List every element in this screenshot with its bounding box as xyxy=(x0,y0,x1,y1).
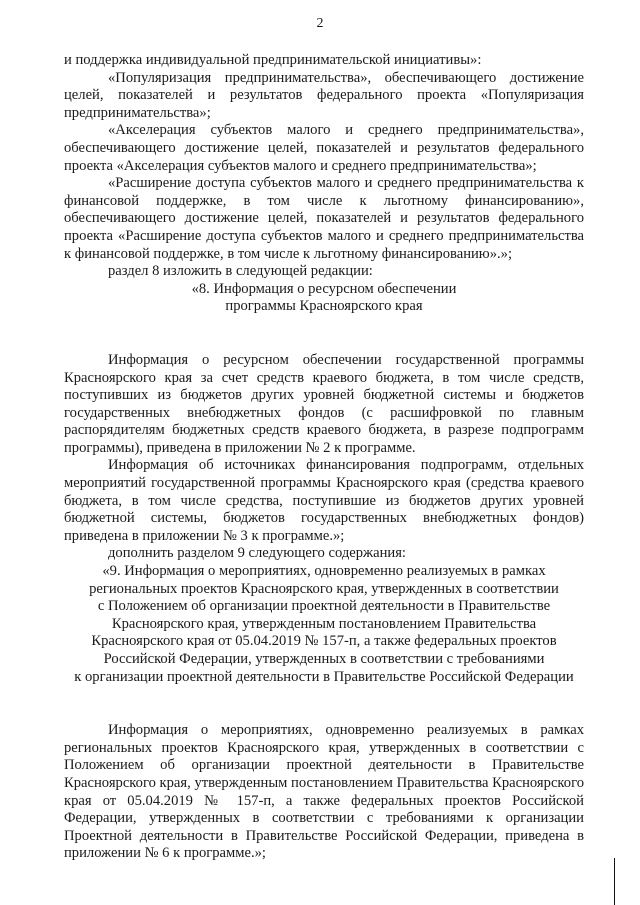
section8-heading xyxy=(64,281,584,316)
paragraph-access-finance: «Расширение доступа субъектов малого и среднего предпринимательства к финансовой поддержке, в том числе к льготному финансированию», обеспечивающего достижение целей, показателей и результатов федерального проекта «Расширение доступа субъектов малого и среднего предпринимательства к финансовой поддержке, в том числе к льготному финансированию».»; xyxy=(64,175,584,262)
section9-heading-line: Красноярского края от 05.04.2019 № 157-п, а также федеральных проектов xyxy=(91,633,557,650)
paragraph-popularization: «Популяризация предпринимательства», обеспечивающего достижение целей, показателей и результатов федерального проекта «Популяризация предпринимательства»; xyxy=(64,69,584,121)
paragraph-resource-info: Информация о ресурсном обеспечении государственной программы Красноярского края за счет средств краевого бюджета, в том числе средств, поступивших из бюджетов других уровней бюджетной системы и бюджетов государственных внебюджетных фондов (с расшифровкой по главным распорядителям бюджетных средств краевого бюджета, в разрезе подпрограмм программы), приведена в приложении № 2 к программе. xyxy=(64,351,584,456)
paragraph-section8-intro: раздел 8 изложить в следующей редакции: xyxy=(108,263,373,280)
section9-heading-line: к организации проектной деятельности в Правительстве Российской Федерации xyxy=(74,668,574,685)
section9-heading xyxy=(64,563,584,686)
paragraph-section9-intro: дополнить разделом 9 следующего содержания: xyxy=(108,545,406,562)
paragraph-section9-info: Информация о мероприятиях, одновременно реализуемых в рамках региональных проектов Красноярского края, утвержденных в соответствии с Положением об организации проектной деятельности в Правительстве Красноярского края, утвержденным постановлением Правительства Красноярского края от 05.04.2019 № 157-п, а также федеральных проектов Российской Федерации, утвержденных в соответствии с требованиями к организации Проектной деятельности в Правительстве Российской Федерации, приведена в приложении № 6 к программе.»; xyxy=(64,722,584,862)
paragraph-acceleration: «Акселерация субъектов малого и среднего предпринимательства», обеспечивающего достижение целей, показателей и результатов федерального проекта «Акселерация субъектов малого и среднего предпринимательства»; xyxy=(64,122,584,174)
section9-heading-line: с Положением об организации проектной деятельности в Правительстве xyxy=(97,598,551,615)
paragraph-financing-sources: Информация об источниках финансирования подпрограмм, отдельных мероприятий государственной программы Красноярского края (средства краевого бюджета, в том числе средства, поступившие из бюджетов других уровней бюджетной системы, бюджетов государственных внебюджетных фондов) приведена в приложении № 3 к программе.»; xyxy=(64,457,584,544)
section8-heading-line: программы Красноярского края xyxy=(225,298,423,315)
paragraph-intro: и поддержка индивидуальной предпринимательской инициативы»: xyxy=(64,52,482,68)
document-body xyxy=(64,52,584,863)
section9-heading-line: «9. Информация о мероприятиях, одновременно реализуемых в рамках xyxy=(102,563,546,580)
section8-heading-line: «8. Информация о ресурсном обеспечении xyxy=(191,280,457,297)
page-number: 2 xyxy=(316,16,324,31)
section9-heading-line: Красноярского края, утвержденным постановлением Правительства xyxy=(111,615,537,632)
section9-heading-line: Российской Федерации, утвержденных в соответствии с требованиями xyxy=(103,651,545,667)
section9-heading-line: региональных проектов Красноярского края, утвержденных в соответствии xyxy=(89,580,559,597)
scan-edge-mark xyxy=(614,858,615,905)
